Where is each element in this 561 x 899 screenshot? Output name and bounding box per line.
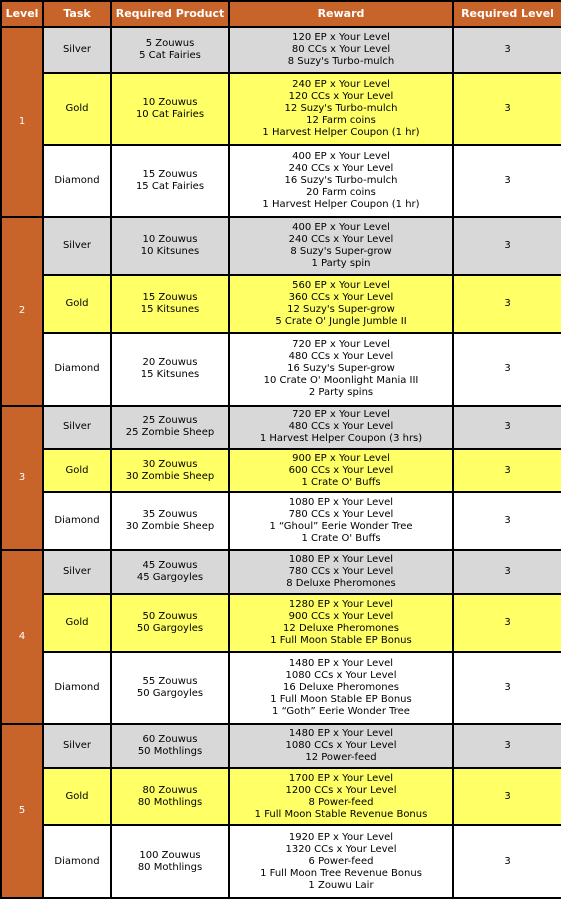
- table-row: [2, 725, 561, 766]
- reward-line: 12 Power-feed: [305, 751, 377, 763]
- task-cell: Diamond: [44, 334, 110, 404]
- product-line: 80 Mothlings: [137, 861, 203, 873]
- reward-cell: [230, 551, 452, 592]
- reward-line: 8 Suzy's Turbo-mulch: [287, 55, 395, 67]
- product-line: 10 Cat Fairies: [135, 108, 205, 120]
- reward-line: 1 Harvest Helper Coupon (3 hrs): [259, 433, 423, 445]
- task-cell: Gold: [44, 769, 110, 825]
- reward-line: 720 EP x Your Level: [292, 339, 390, 351]
- reward-line: 900 CCs x Your Level: [288, 610, 394, 622]
- product-line: 25 Zouwus: [142, 415, 198, 427]
- level-cell: 5: [2, 725, 42, 897]
- header-level: Level: [2, 2, 42, 26]
- reward-line: 240 CCs x Your Level: [288, 234, 394, 246]
- required-product-cell: [112, 28, 228, 72]
- product-line: 45 Gargoyles: [136, 572, 204, 584]
- reward-line: 400 EP x Your Level: [292, 151, 390, 163]
- required-level-cell: 3: [454, 334, 561, 404]
- header-task: Task: [44, 2, 110, 26]
- reward-line: 240 CCs x Your Level: [288, 163, 394, 175]
- required-product-cell: [112, 450, 228, 491]
- table-row: [2, 334, 561, 404]
- product-line: 50 Gargoyles: [136, 622, 204, 634]
- table-row: [2, 218, 561, 274]
- table-row: [2, 769, 561, 825]
- task-cell: Diamond: [44, 653, 110, 723]
- reward-line: 400 EP x Your Level: [292, 222, 390, 234]
- product-line: 50 Mothlings: [137, 745, 203, 757]
- table-row: [2, 551, 561, 592]
- table-row: [2, 595, 561, 651]
- required-level-cell: 3: [454, 826, 561, 897]
- task-cell: Diamond: [44, 826, 110, 897]
- reward-cell: [230, 334, 452, 404]
- level-cell: 3: [2, 407, 42, 550]
- header-required-product: Required Product: [112, 2, 228, 26]
- task-cell: Silver: [44, 551, 110, 592]
- required-level-cell: 3: [454, 218, 561, 274]
- table-row: [2, 450, 561, 491]
- reward-line: 480 CCs x Your Level: [288, 351, 394, 363]
- required-product-cell: [112, 653, 228, 723]
- required-product-cell: [112, 334, 228, 404]
- required-level-cell: 3: [454, 450, 561, 491]
- reward-line: 1480 EP x Your Level: [288, 727, 394, 739]
- reward-line: 10 Crate O' Moonlight Mania III: [263, 375, 419, 387]
- reward-line: 1200 CCs x Your Level: [285, 784, 397, 796]
- reward-cell: [230, 595, 452, 651]
- product-line: 25 Zombie Sheep: [125, 427, 215, 439]
- reward-line: 16 Deluxe Pheromones: [283, 681, 399, 693]
- reward-line: 1 Party spin: [311, 258, 371, 270]
- level-cell: 2: [2, 218, 42, 404]
- product-line: 20 Zouwus: [142, 357, 198, 369]
- product-line: 55 Zouwus: [142, 675, 198, 687]
- reward-cell: [230, 450, 452, 491]
- reward-cell: [230, 218, 452, 274]
- product-line: 5 Cat Fairies: [139, 49, 201, 61]
- required-level-cell: 3: [454, 407, 561, 448]
- reward-line: 12 Suzy's Super-grow: [287, 304, 395, 316]
- header-required-level: Required Level: [454, 2, 561, 26]
- reward-line: 1 Crate O' Buffs: [301, 533, 381, 545]
- table-row: [2, 146, 561, 216]
- reward-line: 6 Power-feed: [308, 855, 374, 867]
- reward-line: 780 CCs x Your Level: [288, 566, 394, 578]
- reward-line: 1920 EP x Your Level: [288, 831, 394, 843]
- reward-cell: [230, 826, 452, 897]
- reward-line: 20 Farm coins: [306, 187, 376, 199]
- product-line: 15 Cat Fairies: [135, 181, 205, 193]
- reward-line: 16 Suzy's Super-grow: [287, 363, 395, 375]
- reward-line: 1 Harvest Helper Coupon (1 hr): [262, 126, 420, 138]
- table-row: [2, 28, 561, 72]
- required-level-cell: 3: [454, 551, 561, 592]
- reward-cell: [230, 146, 452, 216]
- task-cell: Gold: [44, 450, 110, 491]
- reward-line: 1280 EP x Your Level: [288, 598, 394, 610]
- reward-line: 1 Full Moon Stable Revenue Bonus: [254, 808, 428, 820]
- reward-line: 1 Harvest Helper Coupon (1 hr): [262, 199, 420, 211]
- required-product-cell: [112, 595, 228, 651]
- reward-line: 1 Full Moon Stable EP Bonus: [270, 634, 412, 646]
- reward-line: 80 CCs x Your Level: [291, 43, 391, 55]
- required-level-cell: 3: [454, 653, 561, 723]
- table-row: [2, 276, 561, 332]
- reward-line: 1 “Goth” Eerie Wonder Tree: [272, 705, 410, 717]
- table-row: [2, 826, 561, 897]
- required-level-cell: 3: [454, 28, 561, 72]
- reward-line: 8 Deluxe Pheromones: [286, 578, 396, 590]
- required-product-cell: [112, 769, 228, 825]
- reward-cell: [230, 725, 452, 766]
- product-line: 15 Kitsunes: [140, 369, 200, 381]
- required-product-cell: [112, 551, 228, 592]
- header-reward: Reward: [230, 2, 452, 26]
- reward-line: 12 Farm coins: [306, 114, 376, 126]
- task-cell: Silver: [44, 28, 110, 72]
- reward-line: 360 CCs x Your Level: [288, 292, 394, 304]
- table-row: [2, 407, 561, 448]
- reward-cell: [230, 407, 452, 448]
- reward-line: 780 CCs x Your Level: [288, 509, 394, 521]
- table-row: [2, 74, 561, 144]
- reward-line: 12 Deluxe Pheromones: [283, 622, 399, 634]
- header-row: [2, 2, 561, 26]
- reward-line: 1 Zouwu Lair: [308, 879, 374, 891]
- required-product-cell: [112, 826, 228, 897]
- required-product-cell: [112, 407, 228, 448]
- product-line: 5 Zouwus: [145, 37, 195, 49]
- reward-cell: [230, 276, 452, 332]
- required-level-cell: 3: [454, 146, 561, 216]
- reward-line: 1080 CCs x Your Level: [285, 739, 397, 751]
- required-product-cell: [112, 146, 228, 216]
- required-level-cell: 3: [454, 725, 561, 766]
- required-product-cell: [112, 493, 228, 549]
- task-cell: Silver: [44, 725, 110, 766]
- required-level-cell: 3: [454, 493, 561, 549]
- product-line: 50 Gargoyles: [136, 687, 204, 699]
- product-line: 35 Zouwus: [142, 509, 198, 521]
- reward-line: 900 EP x Your Level: [292, 452, 390, 464]
- reward-line: 16 Suzy's Turbo-mulch: [284, 175, 398, 187]
- reward-line: 1 Crate O' Buffs: [301, 476, 381, 488]
- product-line: 60 Zouwus: [142, 733, 198, 745]
- reward-line: 120 CCs x Your Level: [288, 90, 394, 102]
- product-line: 80 Mothlings: [137, 796, 203, 808]
- level-cell: 1: [2, 28, 42, 216]
- reward-line: 1080 EP x Your Level: [288, 497, 394, 509]
- reward-line: 1080 EP x Your Level: [288, 554, 394, 566]
- required-product-cell: [112, 725, 228, 766]
- product-line: 30 Zombie Sheep: [125, 470, 215, 482]
- task-cell: Gold: [44, 276, 110, 332]
- task-cell: Gold: [44, 595, 110, 651]
- product-line: 50 Zouwus: [142, 610, 198, 622]
- reward-line: 1080 CCs x Your Level: [285, 669, 397, 681]
- product-line: 15 Zouwus: [142, 169, 198, 181]
- task-cell: Silver: [44, 218, 110, 274]
- reward-line: 1480 EP x Your Level: [288, 657, 394, 669]
- reward-line: 1 Full Moon Tree Revenue Bonus: [260, 867, 422, 879]
- reward-line: 8 Power-feed: [308, 796, 374, 808]
- reward-line: 1 “Ghoul” Eerie Wonder Tree: [269, 521, 413, 533]
- reward-line: 2 Party spins: [308, 387, 374, 399]
- product-line: 80 Zouwus: [142, 784, 198, 796]
- task-cell: Diamond: [44, 493, 110, 549]
- required-level-cell: 3: [454, 769, 561, 825]
- product-line: 10 Kitsunes: [140, 246, 200, 258]
- product-line: 30 Zouwus: [142, 458, 198, 470]
- reward-cell: [230, 493, 452, 549]
- reward-line: 12 Suzy's Turbo-mulch: [284, 102, 398, 114]
- product-line: 10 Zouwus: [142, 96, 198, 108]
- product-line: 45 Zouwus: [142, 560, 198, 572]
- reward-line: 8 Suzy's Super-grow: [290, 246, 392, 258]
- level-cell: 4: [2, 551, 42, 723]
- task-cell: Gold: [44, 74, 110, 144]
- product-line: 30 Zombie Sheep: [125, 521, 215, 533]
- required-level-cell: 3: [454, 595, 561, 651]
- reward-cell: [230, 653, 452, 723]
- task-cell: Silver: [44, 407, 110, 448]
- reward-line: 1320 CCs x Your Level: [285, 843, 397, 855]
- table-body: [2, 28, 561, 897]
- reward-line: 560 EP x Your Level: [292, 280, 390, 292]
- table-row: [2, 653, 561, 723]
- product-line: 10 Zouwus: [142, 234, 198, 246]
- reward-line: 1 Full Moon Stable EP Bonus: [270, 693, 412, 705]
- product-line: 15 Zouwus: [142, 292, 198, 304]
- reward-line: 1700 EP x Your Level: [288, 772, 394, 784]
- required-product-cell: [112, 74, 228, 144]
- product-line: 15 Kitsunes: [140, 304, 200, 316]
- required-level-cell: 3: [454, 74, 561, 144]
- required-product-cell: [112, 276, 228, 332]
- reward-line: 720 EP x Your Level: [292, 409, 390, 421]
- reward-cell: [230, 769, 452, 825]
- product-line: 100 Zouwus: [139, 849, 201, 861]
- reward-line: 5 Crate O' Jungle Jumble II: [275, 316, 407, 328]
- reward-line: 240 EP x Your Level: [292, 78, 390, 90]
- required-level-cell: 3: [454, 276, 561, 332]
- reward-line: 120 EP x Your Level: [292, 31, 390, 43]
- table-row: [2, 493, 561, 549]
- required-product-cell: [112, 218, 228, 274]
- reward-line: 480 CCs x Your Level: [288, 421, 394, 433]
- reward-cell: [230, 28, 452, 72]
- reward-line: 600 CCs x Your Level: [288, 464, 394, 476]
- reward-cell: [230, 74, 452, 144]
- task-cell: Diamond: [44, 146, 110, 216]
